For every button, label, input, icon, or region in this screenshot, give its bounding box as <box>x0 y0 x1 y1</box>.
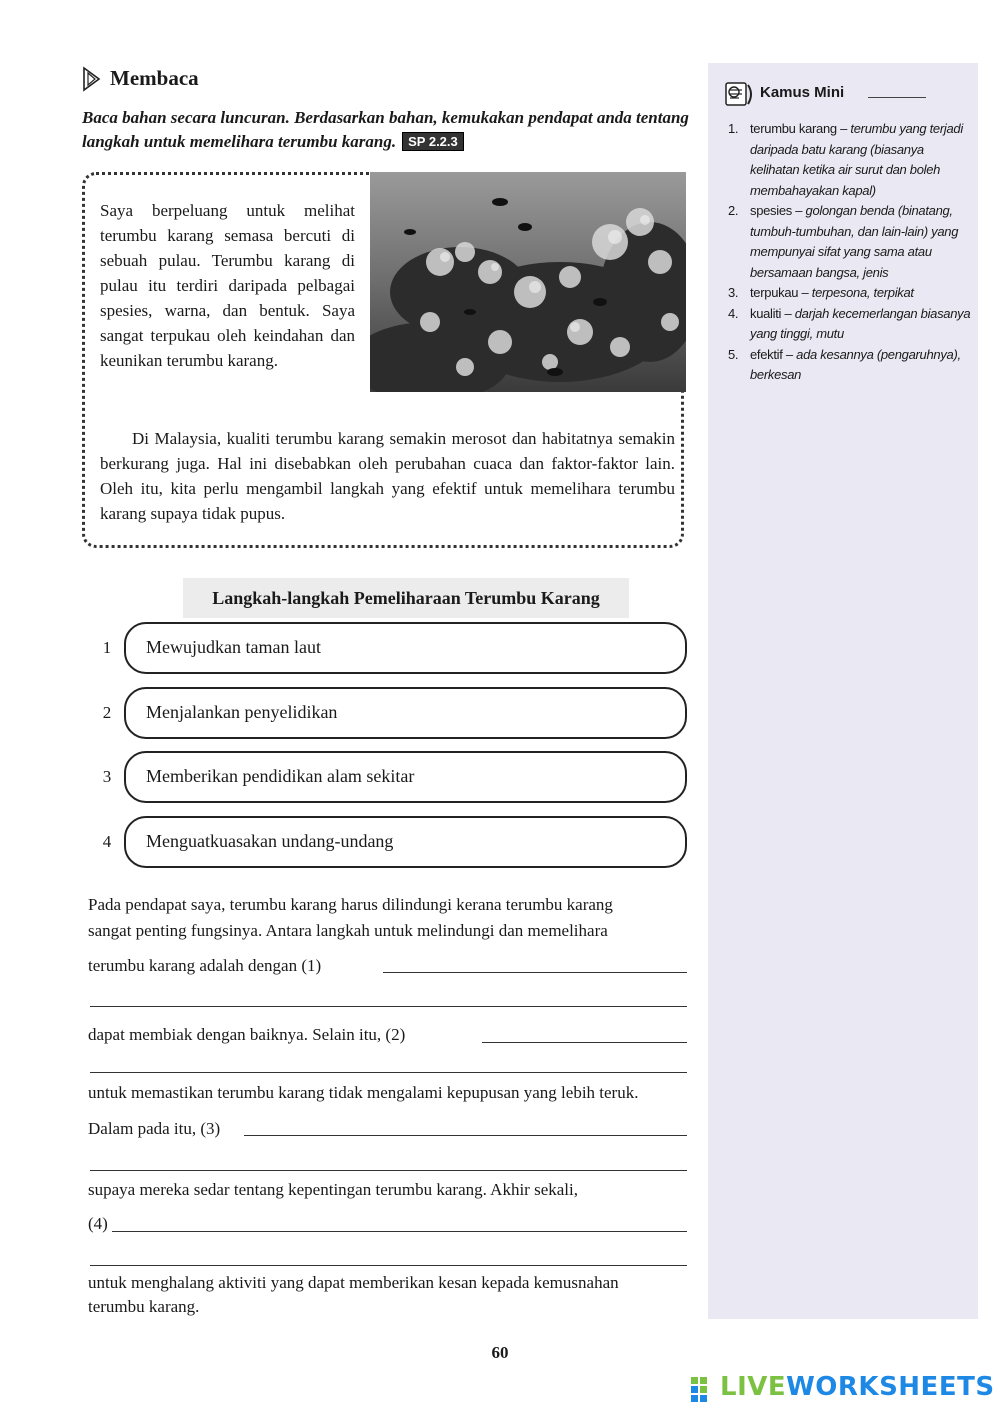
fill-text-line: Pada pendapat saya, terumbu karang harus dilindungi kerana terumbu karang <box>88 895 613 914</box>
step-number: 3 <box>102 767 112 786</box>
kamus-title: Kamus Mini <box>760 84 845 101</box>
fill-text-line: dapat membiak dengan baiknya. Selain itu, (2) <box>88 1025 406 1044</box>
brand-part-worksheets: WORKSHEETS <box>786 1372 995 1402</box>
steps-header: Langkah-langkah Pemeliharaan Terumbu Karang <box>183 578 629 618</box>
fill-text-line: (4) <box>88 1214 108 1233</box>
kamus-title-rule <box>868 97 926 98</box>
kamus-item: 2. spesies – golongan benda (binatang, tumbuh-tumbuhan, dan lain-lain) yang mempunyai sifat yang sama atau bersamaan bangsa, jenis <box>728 203 959 280</box>
sp-badge: SP 2.2.3 <box>402 132 464 151</box>
fill-text-line: supaya mereka sedar tentang kepentingan terumbu karang. Akhir sekali, <box>88 1180 578 1199</box>
step-text: Menjalankan penyelidikan <box>146 702 338 722</box>
coral-reef-photo <box>370 172 686 392</box>
step-number: 1 <box>102 638 112 657</box>
step-box <box>124 687 687 739</box>
kamus-item: 5. efektif – ada kesannya (pengaruhnya), berkesan <box>728 346 961 382</box>
liveworksheets-brand <box>720 1372 995 1402</box>
kamus-list <box>728 119 973 386</box>
kamus-item: 4. kualiti – darjah kecemerlangan biasanya yang tinggi, mutu <box>728 305 971 341</box>
fill-text-line: Dalam pada itu, (3) <box>88 1119 221 1138</box>
step-text: Mewujudkan taman laut <box>146 637 321 657</box>
answer-line-1[interactable] <box>383 972 687 973</box>
fill-text-line: terumbu karang adalah dengan (1) <box>88 956 322 975</box>
step-number: 4 <box>102 832 112 851</box>
step-text: Menguatkuasakan undang-undang <box>146 831 394 851</box>
step-box <box>124 751 687 803</box>
reading-paragraph-2: Di Malaysia, kualiti terumbu karang semakin merosot dan habitatnya semakin berkurang juga. Hal ini disebabkan oleh perubahan cuaca dan faktor-faktor lain. Oleh itu, kita perlu mengambil langkah yang efektif untuk memelihara terumbu karang supaya tidak pupus. <box>100 429 675 523</box>
brand-part-live: LIVE <box>720 1372 787 1402</box>
kamus-item: 3. terpukau – terpesona, terpikat <box>728 285 914 300</box>
answer-line-4b[interactable] <box>90 1265 687 1266</box>
section-title: Membaca <box>110 66 199 90</box>
answer-line-4[interactable] <box>112 1231 687 1232</box>
fill-text-line: terumbu karang. <box>88 1297 200 1316</box>
answer-line-2[interactable] <box>482 1042 687 1043</box>
step-box <box>124 622 687 674</box>
instruction <box>82 106 692 154</box>
answer-line-2b[interactable] <box>90 1072 687 1073</box>
kamus-item: 1. terumbu karang – terumbu yang terjadi daripada batu karang (biasanya kelihatan ketika air surut dan boleh membahayakan kapal) <box>728 121 963 198</box>
answer-line-1b[interactable] <box>90 1006 687 1007</box>
fill-text-line: untuk memastikan terumbu karang tidak mengalami kepupusan yang lebih teruk. <box>88 1083 639 1102</box>
dictionary-icon <box>720 80 756 108</box>
step-box <box>124 816 687 868</box>
fill-text-line: untuk menghalang aktiviti yang dapat memberikan kesan kepada kemusnahan <box>88 1273 619 1292</box>
fill-text-line: sangat penting fungsinya. Antara langkah untuk melindungi dan memelihara <box>88 921 608 940</box>
step-text: Memberikan pendidikan alam sekitar <box>146 766 415 786</box>
answer-line-3[interactable] <box>244 1135 687 1136</box>
instruction-text: Baca bahan secara luncuran. Berdasarkan bahan, kemukakan pendapat anda tentang langkah untuk memelihara terumbu karang. <box>82 108 689 151</box>
liveworksheets-logo-icon <box>690 1375 718 1403</box>
step-number: 2 <box>102 703 112 722</box>
answer-line-3b[interactable] <box>90 1170 687 1171</box>
reading-paragraph-1: Saya berpeluang untuk melihat terumbu karang semasa bercuti di sebuah pulau. Terumbu karang di pulau itu terdiri daripada pelbagai spesies, warna, dan bentuk. Saya sangat terpukau oleh keindahan dan keunikan terumbu karang. <box>100 201 355 370</box>
chevron-arrow-icon <box>82 66 102 92</box>
page-number: 60 <box>491 1343 509 1362</box>
